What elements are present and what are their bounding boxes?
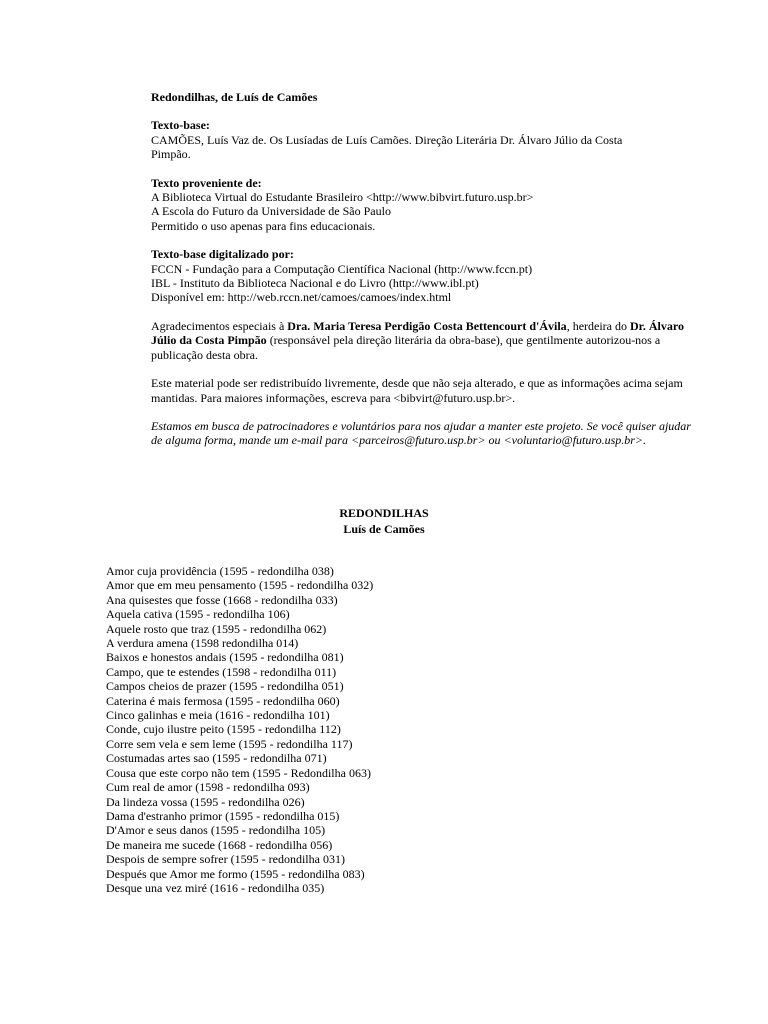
agradecimentos-text: (responsável pela direção literária da obra-base), que gentilmente autorizou-nos a publicação desta obra. [151,333,661,362]
texto-base-heading: Texto-base: [151,118,210,133]
poem-list-item: Conde, cujo ilustre peito (1595 - redondilha 112) [106,722,341,737]
texto-proveniente-heading: Texto proveniente de: [151,175,262,190]
texto-digitalizado-heading: Texto-base digitalizado por: [151,247,294,262]
poem-list-item: Baixos e honestos andais (1595 - redondilha 081) [106,650,344,665]
texto-proveniente-line: A Escola do Futuro da Universidade de São Paulo [151,204,391,219]
texto-base-section [151,118,691,161]
document-header [151,90,691,462]
texto-base-line: CAMÕES, Luís Vaz de. Os Lusíadas de Luís Camões. Direção Literária Dr. Álvaro Júlio da Costa [151,132,623,147]
poem-list-item: Cinco galinhas e meia (1616 - redondilha 101) [106,708,330,723]
texto-proveniente-section [151,176,691,234]
poem-list-item: Caterina é mais fermosa (1595 - redondilha 060) [106,693,340,708]
poem-list-item: Cum real de amor (1598 - redondilha 093) [106,780,310,795]
poem-list-item: Despois de sempre sofrer (1595 - redondilha 031) [106,852,345,867]
poem-list-item: A verdura amena (1598 redondilha 014) [106,636,299,651]
texto-proveniente-line: A Biblioteca Virtual do Estudante Brasileiro <http://www.bibvirt.futuro.usp.br> [151,190,534,205]
agradecimentos-text: Agradecimentos especiais à [151,318,288,333]
poem-list-item: Aquele rosto que traz (1595 - redondilha 062) [106,621,327,636]
poem-list-item: Amor que em meu pensamento (1595 - redondilha 032) [106,578,374,593]
agradecimentos-text: , herdeira do [566,318,630,333]
document-title: Redondilhas, de Luís de Camões [151,90,318,104]
section-author: Luís de Camões [343,522,425,536]
poem-list-item: Da lindeza vossa (1595 - redondilha 026) [106,794,305,809]
poem-list-item: De maneira me sucede (1668 - redondilha 056) [106,837,333,852]
poem-list-item: Costumadas artes sao (1595 - redondilha 071) [106,751,327,766]
section-title: REDONDILHAS [339,506,429,520]
texto-digitalizado-section [151,247,691,305]
patrocinio-paragraph: Estamos em busca de patrocinadores e voluntários para nos ajudar a manter este projeto. Se você quiser ajudar de alguma forma, mande um e-mail para <parceiros@futuro.usp.br> ou <voluntario@futuro.usp.br>. [151,418,691,448]
poem-list-item: Campos cheios de prazer (1595 - redondilha 051) [106,679,344,694]
poem-list-item: Después que Amor me formo (1595 - redondilha 083) [106,866,365,881]
texto-digitalizado-line: Disponível em: http://web.rccn.net/camoes/camoes/index.html [151,290,452,305]
texto-proveniente-line: Permitido o uso apenas para fins educacionais. [151,218,376,233]
poem-list-item: Amor cuja providência (1595 - redondilha 038) [106,564,334,578]
poem-list-item: Corre sem vela e sem leme (1595 - redondilha 117) [106,736,353,751]
poem-list-item: Ana quisestes que fosse (1668 - redondilha 033) [106,592,338,607]
redistribuicao-paragraph: Este material pode ser redistribuído livremente, desde que não seja alterado, e que as informações acima sejam mantidas. Para maiores informações, escreva para <bibvirt@futuro.usp.br>. [151,376,683,405]
poem-list-item: Dama d'estranho primor (1595 - redondilha 015) [106,808,340,823]
texto-base-line: Pimpão. [151,147,191,162]
poem-list-item: D'Amor e seus danos (1595 - redondilha 105) [106,823,326,838]
agradecimentos-name-2: Dr. Álvaro Júlio da Costa Pimpão [151,318,684,348]
texto-digitalizado-line: FCCN - Fundação para a Computação Científica Nacional (http://www.fccn.pt) [151,261,533,276]
poem-list-item: Cousa que este corpo não tem (1595 - Redondilha 063) [106,765,371,780]
agradecimentos-paragraph [151,319,691,362]
poem-list-item: Aquela cativa (1595 - redondilha 106) [106,607,290,622]
poem-list-item: Desque una vez miré (1616 - redondilha 035) [106,880,325,895]
agradecimentos-name-1: Dra. Maria Teresa Perdigão Costa Bettencourt d'Ávila [287,318,567,333]
texto-digitalizado-line: IBL - Instituto da Biblioteca Nacional e do Livro (http://www.ibl.pt) [151,276,479,291]
poem-list [106,564,606,895]
poem-list-item: Campo, que te estendes (1598 - redondilha 011) [106,664,337,679]
